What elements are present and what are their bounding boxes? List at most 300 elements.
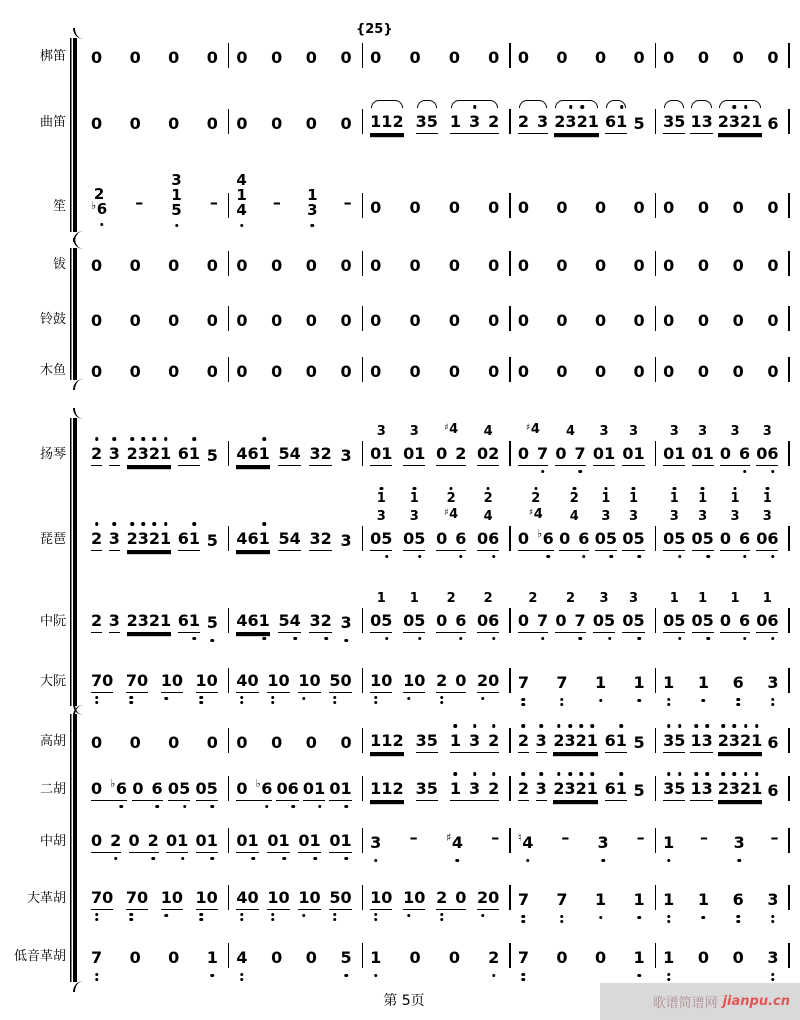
- note-digit: 0: [448, 311, 460, 330]
- note-digit: 0: [691, 444, 703, 463]
- octave-dot: [492, 637, 496, 641]
- note-digit: 1: [370, 779, 382, 798]
- note-digit: 0: [633, 198, 645, 217]
- note-group: [126, 888, 148, 910]
- octave-dot: [560, 920, 564, 924]
- note-group: [733, 673, 744, 693]
- note-group: [91, 187, 107, 218]
- harmony-digit: [698, 492, 707, 505]
- octave-dot: [155, 805, 159, 809]
- harmony-digit: [484, 492, 493, 505]
- measure: [363, 362, 509, 382]
- note-group: [477, 491, 500, 551]
- note-group: [306, 256, 317, 276]
- note-digit: 0: [206, 362, 218, 381]
- note-digit: 6: [177, 611, 189, 630]
- measure: [511, 112, 655, 134]
- note-digit: 0: [488, 671, 500, 690]
- note-group: [91, 48, 102, 68]
- octave-dot: [522, 703, 526, 707]
- octave-dot: [130, 913, 134, 917]
- note-digit: 7: [556, 890, 567, 910]
- note-digit: 0: [91, 311, 103, 330]
- note-group: [370, 948, 381, 968]
- octave-dot: [771, 698, 775, 702]
- harmony-number: [410, 425, 419, 438]
- note-group: [236, 444, 269, 466]
- octave-dot: [95, 522, 99, 526]
- measure: [656, 256, 788, 276]
- note-digit: 0: [271, 256, 283, 275]
- note-digit: 1: [370, 112, 382, 131]
- note-digit: 2: [488, 112, 500, 131]
- barline: [788, 728, 790, 753]
- note-group: [449, 256, 460, 276]
- accidental-icon: ♮: [517, 831, 522, 844]
- note-digit: 4: [236, 171, 247, 189]
- octave-dot: [582, 555, 586, 559]
- note-digit: 1: [381, 444, 393, 463]
- note-group: [178, 529, 200, 551]
- watermark-site-name: 歌谱简谱网: [652, 996, 718, 1011]
- note-group: [278, 529, 300, 551]
- note-digit: 6: [151, 779, 162, 799]
- note-digit: 0: [168, 256, 180, 275]
- note-group: [733, 890, 744, 910]
- harmony-number: [377, 592, 386, 605]
- note-group: [416, 779, 438, 801]
- harmony-digit: [410, 425, 419, 438]
- measure: [84, 611, 228, 633]
- note-group: [168, 311, 179, 331]
- measure: [229, 529, 361, 551]
- octave-dot: [262, 637, 266, 641]
- note-digit: 0: [370, 444, 382, 463]
- note-group: [477, 591, 500, 633]
- note-digit: 5: [674, 611, 685, 631]
- note-group: [341, 362, 352, 382]
- measure: [363, 198, 509, 218]
- note-digit: 0: [455, 888, 467, 907]
- accidental-icon: ♯: [526, 423, 531, 433]
- instrument-label: 高胡: [39, 734, 66, 749]
- harmony-digit-text: 2: [483, 491, 493, 506]
- octave-dot: [95, 918, 99, 922]
- harmony-digit: [599, 425, 608, 438]
- note-digit: 6: [733, 890, 744, 910]
- staff-row: [84, 360, 790, 382]
- octave-dot: [755, 772, 759, 776]
- note-digit: 0: [622, 611, 634, 630]
- note-group: [91, 256, 102, 276]
- note-group: [719, 491, 751, 551]
- octave-dot: [100, 223, 104, 227]
- octave-dot: [522, 724, 526, 728]
- note-digit: 1: [370, 948, 381, 968]
- instrument-label: 中阮: [39, 614, 66, 629]
- note-group: [518, 112, 548, 134]
- note-digit: 0: [370, 256, 382, 275]
- note-digit: 0: [697, 948, 710, 967]
- note-digit: 1: [189, 444, 200, 464]
- note-digit: 2: [110, 831, 121, 851]
- measure: [229, 256, 361, 276]
- system-bracket-1: [70, 38, 77, 232]
- note-digit: 1: [414, 444, 426, 463]
- octave-dot: [667, 978, 671, 982]
- note-group: [236, 48, 247, 68]
- note-group: [178, 611, 200, 633]
- octave-dot: [766, 487, 770, 491]
- note-digit: 2: [321, 611, 332, 631]
- note-digit: 5: [179, 779, 190, 799]
- note-digit: 3: [137, 611, 149, 630]
- octave-dot: [380, 487, 384, 491]
- note-group: [370, 779, 403, 801]
- harmony-digit-text: 2: [446, 591, 456, 606]
- note-group: [303, 779, 325, 801]
- note-group: [663, 673, 674, 693]
- note-group: [166, 831, 188, 853]
- note-digit: 0: [236, 362, 248, 381]
- note-digit: 5: [426, 112, 438, 131]
- note-group: [733, 198, 744, 218]
- note-digit: 0: [622, 529, 634, 548]
- note-digit: 0: [129, 311, 141, 330]
- octave-dot: [673, 487, 677, 491]
- note-group: [109, 611, 120, 633]
- note-group: [477, 671, 499, 693]
- octave-dot: [534, 487, 538, 491]
- octave-dot: [282, 857, 286, 861]
- note-digit: 6: [288, 779, 299, 799]
- harmony-number: [377, 425, 386, 438]
- note-group: [663, 731, 685, 753]
- note-digit: 1: [450, 731, 461, 751]
- note-digit: 0: [517, 311, 529, 330]
- note-group: [556, 48, 567, 68]
- note-group: [236, 779, 272, 801]
- octave-dot: [579, 772, 583, 776]
- note-group: [767, 948, 778, 968]
- note-group: [130, 256, 141, 276]
- octave-dot: [262, 437, 266, 441]
- note-digit: 3: [309, 444, 321, 463]
- note-group: [409, 362, 420, 382]
- measure: [229, 948, 361, 968]
- slur-arc-icon: [519, 100, 547, 108]
- harmony-number: [570, 510, 579, 523]
- note-group: [272, 193, 281, 218]
- note-digit: 6: [739, 611, 750, 631]
- harmony-digit-text: 2: [569, 491, 579, 506]
- octave-dot: [374, 913, 378, 917]
- note-digit: 0: [697, 198, 710, 217]
- note-digit: 0: [329, 831, 341, 850]
- note-digit: 1: [247, 831, 258, 851]
- note-group: [449, 48, 460, 68]
- note-group: [518, 948, 529, 968]
- note-group: [663, 491, 686, 551]
- note-group: [477, 888, 499, 910]
- octave-dot: [771, 973, 775, 977]
- octave-dot: [702, 699, 706, 703]
- note-group: [517, 422, 549, 466]
- dash-note: –: [561, 828, 570, 847]
- staff-row: [84, 731, 790, 753]
- note-digit: 0: [271, 311, 283, 330]
- note-group: [271, 48, 282, 68]
- note-digit: 5: [381, 529, 392, 549]
- harmony-digit-text: 3: [628, 424, 639, 439]
- note-group: [370, 731, 403, 753]
- note-group: [416, 112, 438, 134]
- staff-row: [84, 254, 790, 276]
- octave-dot: [560, 698, 564, 702]
- note-digit: 0: [305, 311, 317, 330]
- note-digit: 1: [690, 731, 701, 751]
- octave-dot: [193, 437, 197, 441]
- note-group: [663, 890, 674, 910]
- measure: [656, 198, 788, 218]
- measure: [363, 48, 509, 68]
- note-digit: 0: [719, 444, 731, 463]
- note-digit: 0: [767, 311, 779, 330]
- note-group: [518, 48, 529, 68]
- note-group: [340, 613, 351, 633]
- harmony-digit-text: 3: [376, 424, 386, 439]
- chord-stack: [307, 188, 317, 218]
- note-digit: 0: [195, 831, 207, 850]
- octave-dot: [459, 555, 463, 559]
- octave-dot: [578, 637, 582, 641]
- note-digit: 2: [126, 611, 138, 630]
- note-group: [271, 311, 282, 331]
- note-digit: 0: [594, 529, 606, 548]
- note-group: [767, 256, 778, 276]
- note-group: [767, 311, 778, 331]
- note-digit: 0: [329, 779, 341, 798]
- note-digit: 0: [247, 671, 259, 690]
- harmony-number: [601, 510, 610, 523]
- note-digit: 6: [739, 444, 750, 464]
- octave-dot: [620, 105, 624, 109]
- harmony-digit: [670, 425, 679, 438]
- octave-dot: [481, 697, 485, 701]
- note-group: [370, 256, 381, 276]
- note-digit: 1: [403, 888, 414, 908]
- accidental-icon: ♯: [444, 508, 449, 518]
- harmony-digit-text: 1: [628, 491, 639, 506]
- note-digit: 0: [409, 48, 421, 67]
- note-digit: 0: [168, 311, 180, 330]
- octave-dot: [95, 973, 99, 977]
- note-digit: 7: [91, 671, 102, 691]
- octave-dot: [678, 555, 682, 559]
- note-group: [518, 779, 529, 801]
- note-digit: 1: [307, 186, 318, 204]
- harmony-digit-text: 3: [762, 424, 772, 439]
- note-group: [449, 198, 460, 218]
- octave-dot: [374, 974, 378, 978]
- note-digit: 0: [555, 611, 567, 630]
- note-digit: 2: [149, 444, 160, 464]
- octave-dot: [667, 859, 671, 863]
- octave-dot: [240, 978, 244, 982]
- note-group: [449, 311, 460, 331]
- note-digit: 2: [718, 779, 729, 799]
- measure: [229, 733, 361, 753]
- note-digit: 6: [247, 529, 259, 548]
- measure: [229, 114, 361, 134]
- barline: [788, 885, 790, 910]
- note-group: [488, 48, 499, 68]
- note-group: [663, 362, 674, 382]
- octave-dot: [440, 701, 444, 705]
- note-group: [663, 256, 674, 276]
- watermark-url[interactable]: jianpu.cn: [722, 994, 790, 1009]
- note-digit: 0: [271, 48, 283, 67]
- harmony-digit-text: 3: [628, 509, 639, 524]
- harmony-digit: [730, 510, 739, 523]
- harmony-digit: [566, 592, 575, 605]
- harmony-number: [566, 425, 575, 438]
- note-group: [91, 362, 102, 382]
- note-group: [634, 311, 645, 331]
- note-digit: 0: [309, 888, 321, 907]
- harmony-number: [730, 592, 739, 605]
- octave-dot: [318, 805, 322, 809]
- note-digit: 5: [206, 531, 218, 550]
- note-digit: 0: [719, 529, 731, 548]
- measure: [363, 888, 509, 910]
- measure: [84, 173, 228, 218]
- note-digit: 2: [517, 112, 529, 131]
- harmony-digit: [601, 492, 610, 505]
- barline: [788, 306, 790, 331]
- note-group: [207, 48, 218, 68]
- measure: [511, 890, 655, 910]
- harmony-digit-text: 3: [762, 509, 772, 524]
- instrument-label: 笙: [52, 199, 66, 214]
- octave-dot: [199, 913, 203, 917]
- note-group: [370, 424, 393, 466]
- note-group: [109, 529, 120, 551]
- harmony-number: [629, 510, 638, 523]
- note-digit: 4: [236, 444, 248, 463]
- note-digit: 5: [674, 779, 685, 799]
- instrument-label: 中胡: [39, 834, 66, 849]
- note-group: [196, 779, 218, 801]
- note-group: [207, 114, 218, 134]
- note-digit: 0: [594, 48, 607, 67]
- harmony-number: [410, 510, 419, 523]
- note-digit: 0: [136, 671, 149, 690]
- note-digit: 0: [697, 256, 710, 275]
- staff-row: [84, 828, 790, 853]
- octave-dot: [210, 805, 214, 809]
- harmony-digit: [377, 425, 386, 438]
- measure: [84, 831, 228, 853]
- note-digit: 0: [691, 611, 703, 630]
- note-digit: 2: [553, 731, 564, 751]
- octave-dot: [632, 487, 636, 491]
- note-group: [329, 779, 351, 801]
- note-group: [309, 529, 331, 551]
- note-digit: 0: [91, 362, 103, 381]
- note-group: [698, 256, 709, 276]
- note-digit: 1: [381, 112, 393, 131]
- harmony-digit: [570, 510, 579, 523]
- octave-dot: [211, 857, 215, 861]
- note-digit: 0: [592, 444, 604, 463]
- octave-dot: [557, 724, 561, 728]
- octave-dot: [610, 555, 614, 559]
- system-bracket-2: [70, 248, 77, 380]
- note-digit: 1: [160, 529, 171, 549]
- octave-dot: [526, 859, 530, 863]
- octave-dot: [667, 703, 671, 707]
- note-group: [770, 828, 779, 853]
- note-group: [370, 888, 392, 910]
- octave-dot: [706, 637, 710, 641]
- slur-arc-icon: [719, 100, 762, 108]
- note-group: [634, 114, 645, 134]
- note-digit: 0: [91, 779, 103, 798]
- note-group: [436, 888, 466, 910]
- note-group: [298, 671, 320, 693]
- note-digit: 2: [148, 831, 159, 851]
- note-group: [733, 256, 744, 276]
- note-group: [409, 828, 418, 853]
- octave-dot: [374, 696, 378, 700]
- note-digit: 0: [767, 362, 779, 381]
- harmony-digit-text: 3: [409, 509, 419, 524]
- harmony-digit-text: 1: [376, 491, 386, 506]
- note-group: [271, 362, 282, 382]
- note-group: [556, 256, 567, 276]
- note-digit: 5: [674, 112, 686, 131]
- note-group: [698, 673, 709, 693]
- octave-dot: [569, 105, 573, 109]
- harmony-digit-text: 1: [762, 591, 772, 606]
- note-group: [553, 779, 598, 801]
- note-digit: 1: [177, 831, 188, 851]
- note-group: [343, 193, 352, 218]
- note-group: [271, 733, 282, 753]
- note-group: [298, 831, 320, 853]
- note-digit: 0: [171, 671, 183, 690]
- note-digit: 3: [729, 731, 740, 751]
- staff-row: [84, 422, 790, 466]
- note-digit: 0: [381, 888, 393, 907]
- note-digit: 0: [409, 362, 421, 381]
- instrument-label: 二胡: [39, 782, 66, 797]
- harmony-digit: [444, 508, 458, 523]
- note-digit: 6: [177, 529, 189, 548]
- accidental-icon: ♭: [536, 527, 543, 540]
- harmony-number: [698, 425, 707, 438]
- note-group: [126, 671, 148, 693]
- note-group: [236, 831, 258, 853]
- note-digit: 2: [488, 444, 500, 463]
- harmony-digit: [377, 510, 386, 523]
- barline: [788, 943, 790, 968]
- note-digit: 0: [236, 256, 248, 275]
- harmony-digit: [410, 592, 419, 605]
- note-digit: 2: [477, 888, 488, 908]
- measure: [363, 112, 509, 134]
